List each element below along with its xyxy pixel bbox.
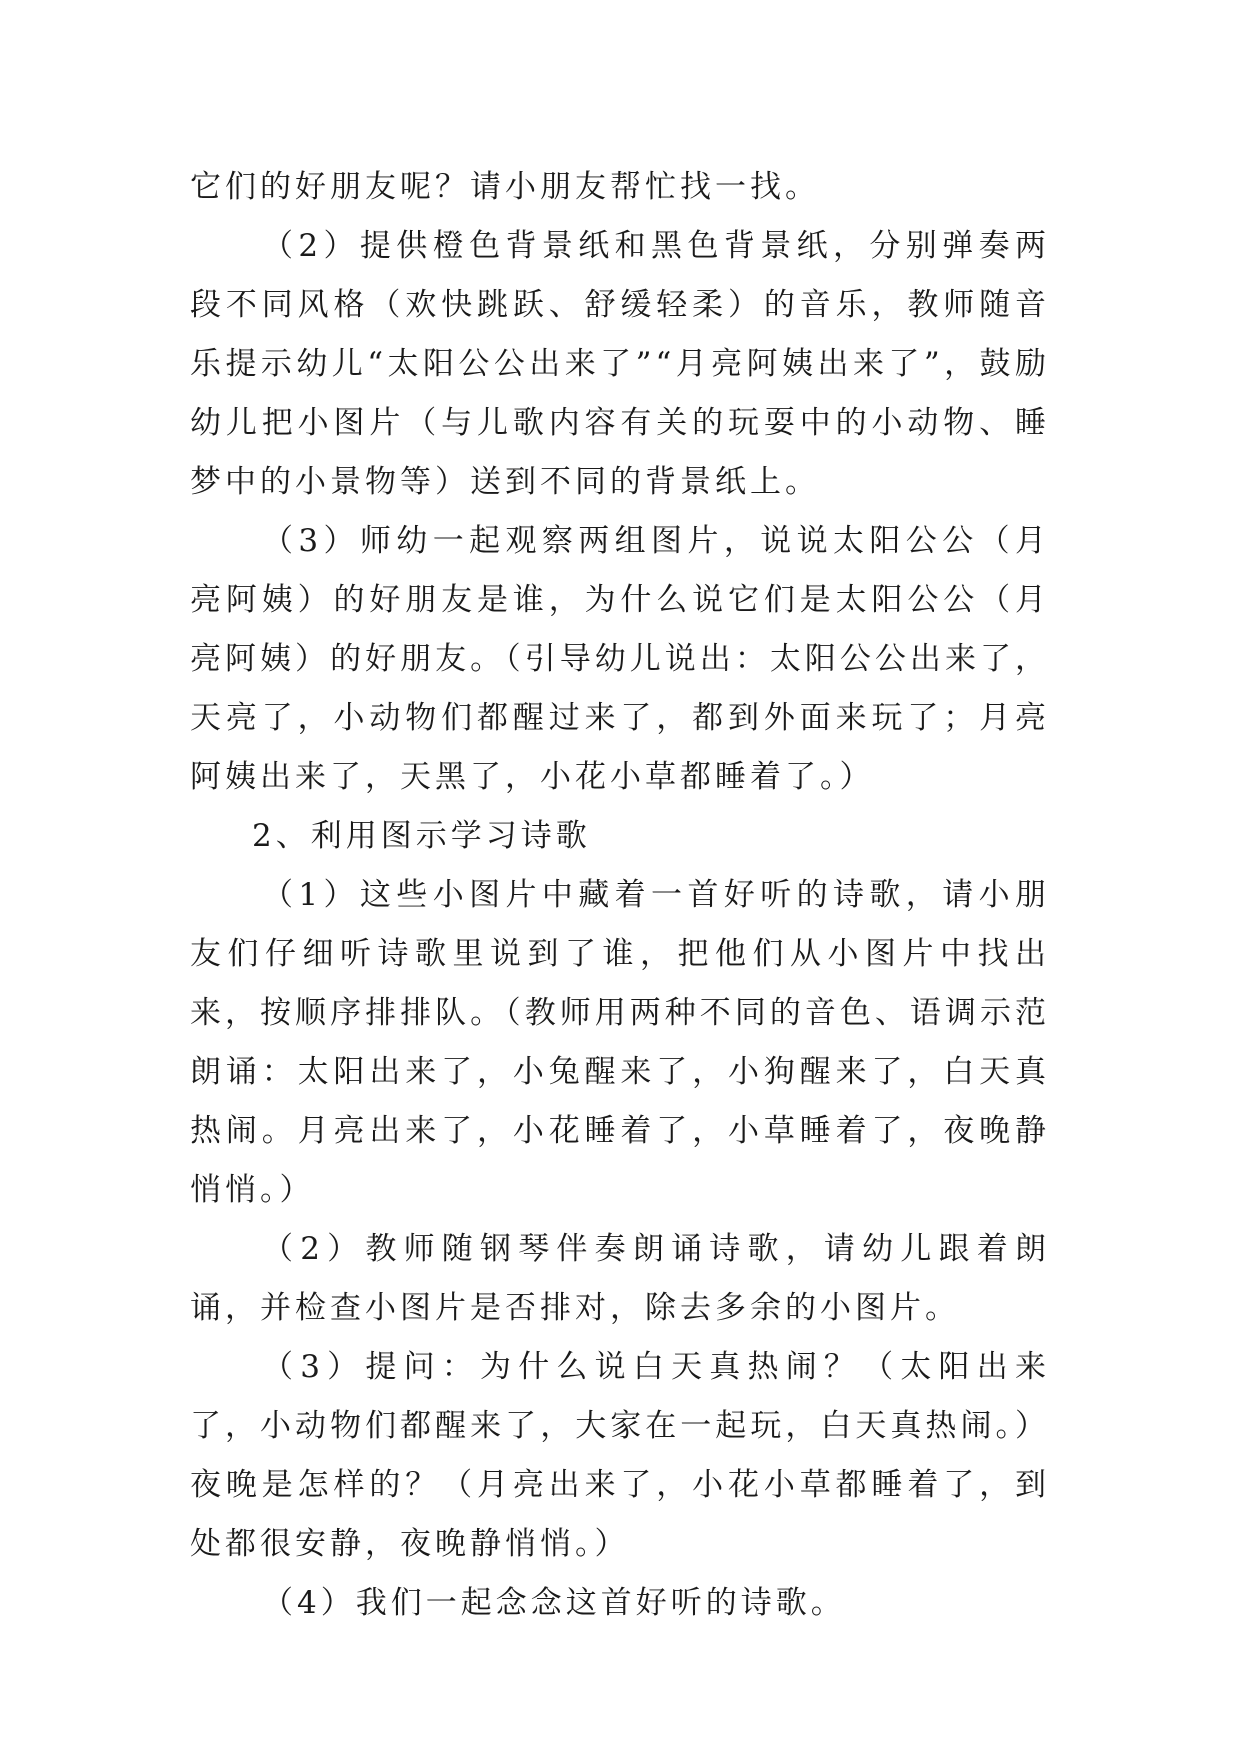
paragraph-continued: 它们的好朋友呢？请小朋友帮忙找一找。 — [190, 169, 820, 205]
section-heading: 2、利用图示学习诗歌 — [252, 818, 591, 854]
paragraph-poem-step-3: （3）提问：为什么说白天真热闹？（太阳出来了，小动物们都醒来了，大家在一起玩，白天真热闹。）夜晚是怎样的？（月亮出来了，小花小草都睡着了，到处都很安静，夜晚静悄悄。） — [190, 1349, 1050, 1562]
document-body — [190, 158, 1050, 1633]
paragraph-poem-step-2: （2）教师随钢琴伴奏朗诵诗歌，请幼儿跟着朗诵，并检查小图片是否排对，除去多余的小图片。 — [190, 1231, 1050, 1326]
paragraph-step-3: （3）师幼一起观察两组图片，说说太阳公公（月亮阿姨）的好朋友是谁，为什么说它们是太阳公公（月亮阿姨）的好朋友。（引导幼儿说出：太阳公公出来了，天亮了，小动物们都醒过来了，都到外面来玩了；月亮阿姨出来了，天黑了，小花小草都睡着了。） — [190, 523, 1050, 795]
paragraph-step-2: （2）提供橙色背景纸和黑色背景纸，分别弹奏两段不同风格（欢快跳跃、舒缓轻柔）的音乐，教师随音乐提示幼儿“太阳公公出来了”“月亮阿姨出来了”，鼓励幼儿把小图片（与儿歌内容有关的玩耍中的小动物、睡梦中的小景物等）送到不同的背景纸上。 — [190, 228, 1050, 500]
paragraph-poem-step-1: （1）这些小图片中藏着一首好听的诗歌，请小朋友们仔细听诗歌里说到了谁，把他们从小图片中找出来，按顺序排排队。（教师用两种不同的音色、语调示范朗诵：太阳出来了，小兔醒来了，小狗醒来了，白天真热闹。月亮出来了，小花睡着了，小草睡着了，夜晚静悄悄。） — [190, 877, 1050, 1208]
paragraph-poem-step-4: （4）我们一起念念这首好听的诗歌。 — [262, 1585, 846, 1621]
